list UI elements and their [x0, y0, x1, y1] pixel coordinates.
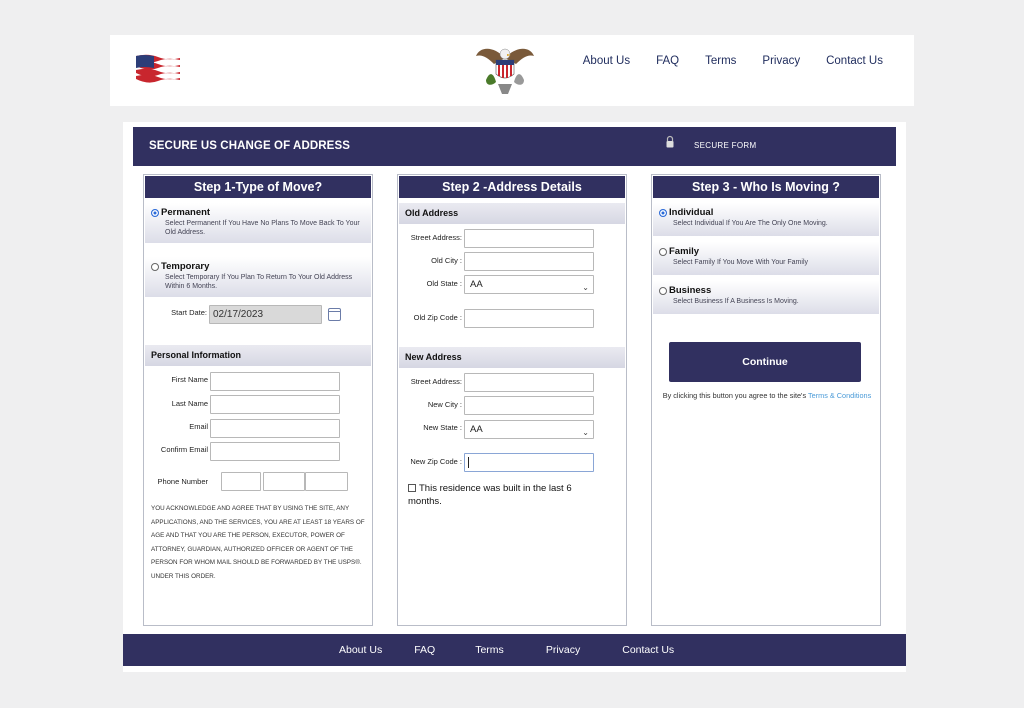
phone-prefix-input[interactable]	[263, 472, 305, 491]
option-temporary[interactable]	[145, 257, 371, 297]
step2-column	[397, 174, 627, 626]
business-desc: Select Business If A Business Is Moving.	[673, 298, 799, 305]
agreement-prefix: By clicking this button you agree to the site's	[662, 391, 807, 400]
old-state-label: Old State :	[426, 279, 462, 288]
form-banner	[133, 127, 896, 166]
top-nav	[583, 55, 883, 67]
calendar-icon[interactable]	[328, 308, 341, 321]
step3-title: Step 3 - Who Is Moving ?	[653, 176, 879, 198]
phone-area-input[interactable]	[221, 472, 261, 491]
first-name-input[interactable]	[210, 372, 340, 391]
business-label: Business	[669, 285, 712, 296]
confirm-email-label: Confirm Email	[160, 445, 208, 454]
temporary-radio[interactable]	[151, 263, 159, 271]
option-business[interactable]	[653, 281, 879, 314]
email-label: Email	[189, 422, 208, 431]
main-panel	[123, 122, 906, 672]
option-family[interactable]	[653, 242, 879, 275]
old-city-input[interactable]	[464, 252, 594, 271]
us-flag-icon	[134, 53, 182, 83]
chevron-down-icon: ⌄	[582, 283, 589, 292]
nav-about-us[interactable]: About Us	[582, 55, 631, 67]
secure-form-label: SECURE FORM	[694, 141, 757, 150]
new-city-label: New City :	[427, 400, 462, 409]
nav-contact-us[interactable]: Contact Us	[826, 55, 883, 67]
temporary-desc: Select Temporary If You Plan To Return To Your Old Address Within 6 Months.	[165, 274, 353, 290]
family-desc: Select Family If You Move With Your Family	[673, 259, 808, 266]
personal-info-header: Personal Information	[145, 345, 371, 366]
email-input[interactable]	[210, 419, 340, 438]
phone-label: Phone Number	[157, 477, 208, 486]
new-address-header: New Address	[399, 347, 625, 368]
nav-terms[interactable]: Terms	[705, 55, 737, 67]
form-title: SECURE US CHANGE OF ADDRESS	[149, 140, 350, 152]
footer-privacy[interactable]: Privacy	[545, 644, 581, 656]
lock-icon	[666, 135, 674, 148]
new-state-select[interactable]	[464, 420, 594, 439]
new-state-value: AA	[470, 424, 483, 435]
footer-about-us[interactable]: About Us	[339, 644, 383, 656]
text-caret	[468, 457, 469, 468]
footer-terms[interactable]: Terms	[475, 644, 504, 656]
footer-nav	[339, 644, 674, 656]
step2-title: Step 2 -Address Details	[399, 176, 625, 198]
confirm-email-input[interactable]	[210, 442, 340, 461]
new-state-label: New State :	[423, 423, 462, 432]
continue-button[interactable]: Continue	[669, 342, 861, 382]
old-state-select[interactable]	[464, 275, 594, 294]
step1-column	[143, 174, 373, 626]
footer-faq[interactable]: FAQ	[414, 644, 436, 656]
nav-faq[interactable]: FAQ	[656, 55, 680, 67]
temporary-label: Temporary	[161, 261, 210, 272]
option-permanent[interactable]	[145, 203, 371, 243]
phone-line-input[interactable]	[305, 472, 348, 491]
old-street-input[interactable]	[464, 229, 594, 248]
new-city-input[interactable]	[464, 396, 594, 415]
footer-contact-us[interactable]: Contact Us	[622, 644, 675, 656]
terms-conditions-link[interactable]: Terms & Conditions	[808, 391, 872, 400]
first-name-label: First Name	[171, 375, 208, 384]
new-street-label: Street Address:	[410, 377, 462, 386]
step3-column	[651, 174, 881, 626]
new-street-input[interactable]	[464, 373, 594, 392]
last-name-input[interactable]	[210, 395, 340, 414]
permanent-radio[interactable]	[151, 209, 159, 217]
last-name-label: Last Name	[171, 399, 208, 408]
old-state-value: AA	[470, 279, 483, 290]
legal-acknowledgment: YOU ACKNOWLEDGE AND AGREE THAT BY USING THE SITE, ANY APPLICATIONS, AND THE SERVICES, YOU ARE AT LEAST 18 YEARS OF AGE AND THAT YOU ARE THE PERSON, EXECUTOR, POWER OF ATTORNEY, GUARDIAN, AUTHORIZED OFFICER OR AGENT OF THE PERSON FOR WHOM MAIL SHOULD BE FORWARDED BY THE USPS®. UNDER THIS ORDER.	[151, 505, 365, 580]
nav-privacy[interactable]: Privacy	[762, 55, 801, 67]
eagle-seal-icon	[472, 40, 538, 100]
chevron-down-icon: ⌄	[582, 428, 589, 437]
permanent-label: Permanent	[161, 207, 211, 218]
old-address-header: Old Address	[399, 203, 625, 224]
old-street-label: Street Address:	[410, 233, 462, 242]
new-zip-label: New Zip Code :	[410, 457, 462, 466]
family-radio[interactable]	[659, 248, 667, 256]
family-label: Family	[669, 246, 700, 257]
individual-radio[interactable]	[659, 209, 667, 217]
agreement-text	[662, 391, 872, 400]
business-radio[interactable]	[659, 287, 667, 295]
old-city-label: Old City :	[431, 256, 462, 265]
built-recently-label: This residence was built in the last 6 months.	[408, 483, 572, 507]
site-header	[110, 35, 914, 106]
step1-title: Step 1-Type of Move?	[145, 176, 371, 198]
permanent-desc: Select Permanent If You Have No Plans To Move Back To Your Old Address.	[165, 220, 360, 236]
individual-desc: Select Individual If You Are The Only One Moving.	[673, 220, 828, 227]
new-zip-input[interactable]	[464, 453, 594, 472]
option-individual[interactable]	[653, 203, 879, 236]
old-zip-input[interactable]	[464, 309, 594, 328]
individual-label: Individual	[669, 207, 714, 218]
start-date-input[interactable]: 02/17/2023	[209, 305, 322, 324]
start-date-label: Start Date:	[171, 308, 207, 317]
old-zip-label: Old Zip Code :	[413, 313, 462, 322]
site-footer	[123, 634, 906, 666]
